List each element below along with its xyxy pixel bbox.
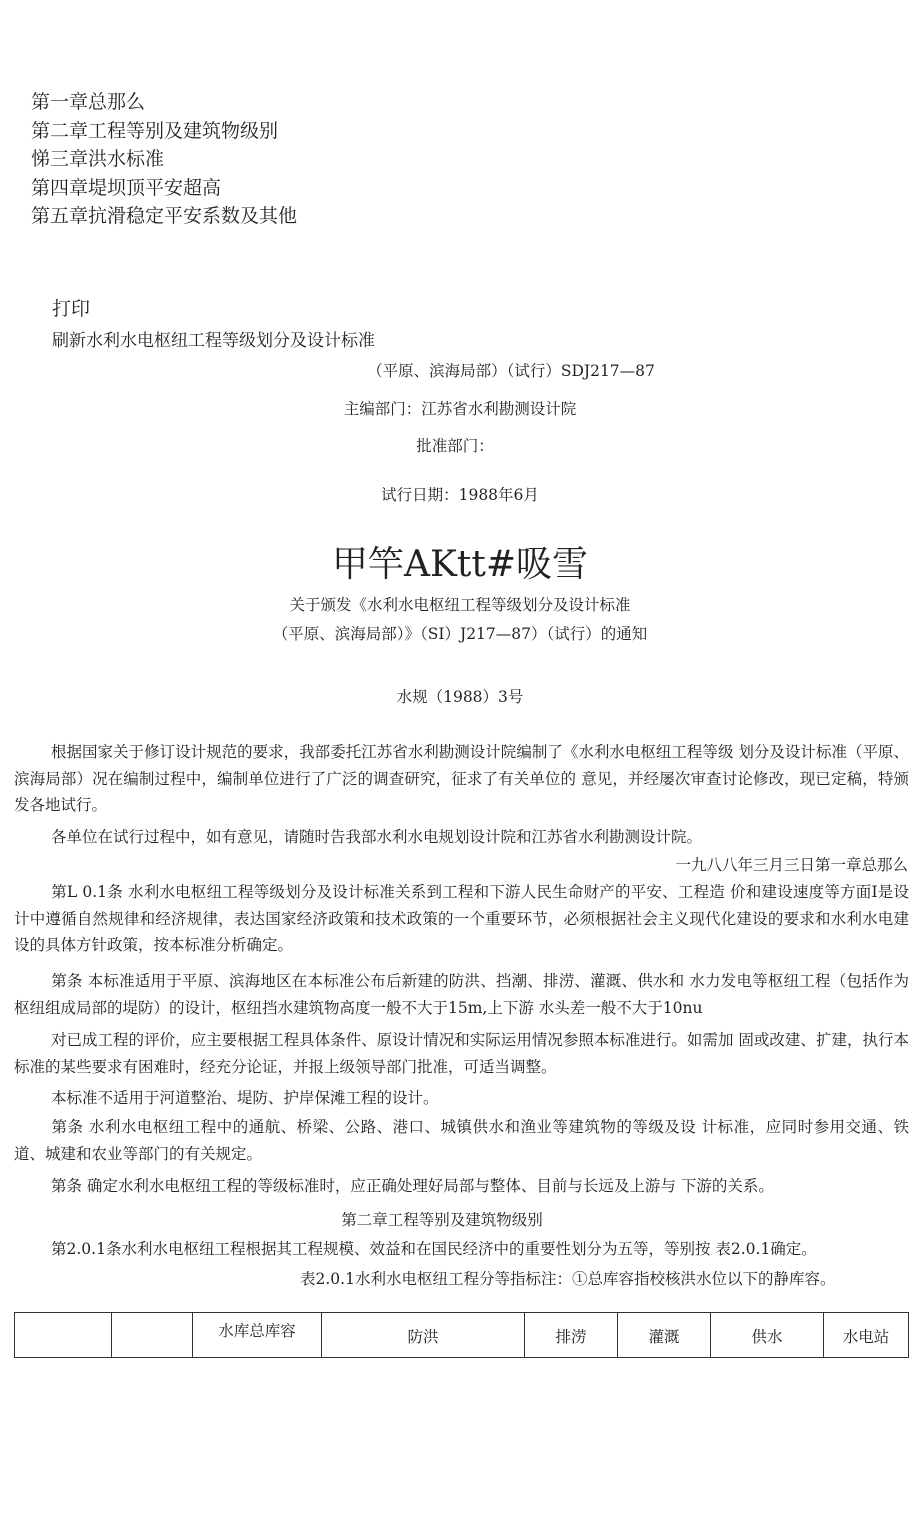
table-of-contents xyxy=(31,88,297,231)
table-caption: 表2.0.1水利水电枢纽工程分等指标注：①总库容指校核洪水位以下的静库容。 xyxy=(300,1270,836,1288)
toc-item[interactable]: 悌三章洪水标准 xyxy=(31,148,165,170)
toc-item[interactable]: 第四章堤坝顶平安超高 xyxy=(31,176,222,199)
paragraph: 本标准不适用于河道整治、堤防、护岸保滩工程的设计。 xyxy=(51,1089,439,1107)
table-header-cell: 水库总库容 xyxy=(193,1313,322,1358)
approver-line: 批准部门： xyxy=(416,437,494,455)
table-header-cell: 排涝 xyxy=(525,1313,618,1358)
article-other-standards: 第条 水利水电枢纽工程中的通航、桥梁、公路、港口、城镇供水和渔业等建筑物的等级及设 计标准，应同时参用交通、铁道、城建和农业等部门的有关规定。 xyxy=(14,1118,909,1163)
table-header-cell xyxy=(112,1313,193,1358)
standard-subtitle: （平原、滨海局部）（试行）SDJ217—87 xyxy=(367,362,655,380)
trial-date: 试行日期：1988年6月 xyxy=(381,486,539,504)
document-number: 水规（1988）3号 xyxy=(396,688,524,706)
article-2-0-1: 第2.0.1条水利水电枢纽工程根据其工程规模、效益和在国民经济中的重要性划分为五等，等别按 表2.0.1确定。 xyxy=(51,1240,817,1258)
refresh-title[interactable]: 刷新水利水电枢纽工程等级划分及设计标准 xyxy=(52,331,375,351)
editor-line: 主编部门：江苏省水利勘测设计院 xyxy=(343,400,577,418)
notice-line-1: 关于颁发《水利水电枢纽工程等级划分及设计标准 xyxy=(289,596,631,614)
paragraph: 各单位在试行过程中，如有意见，请随时告我部水利水电规划设计院和江苏省水利勘测设计院。 xyxy=(51,828,703,846)
notice-line-2: （平原、滨海局部）》（SI）J217—87）（试行）的通知 xyxy=(272,625,648,643)
toc-item[interactable]: 第二章工程等别及建筑物级别 xyxy=(31,119,279,142)
paragraph: 根据国家关于修订设计规范的要求，我部委托江苏省水利勘测设计院编制了《水利水电枢纽工程等级 划分及设计标准（平原、滨海局部）况在编制过程中，编制单位进行了广泛的调查研究，征求了有关单位的 意见，并经屡次审查讨论修改，现已定稿，特颁发各地试行。 xyxy=(14,743,909,814)
article-1-0-1: 第L 0.1条 水利水电枢纽工程等级划分及设计标准关系到工程和下游人民生命财产的平安、工程造 价和建设速度等方面I是设计中遵循自然规律和经济规律，表达国家经济政策和技术政策的一个重要环节，必须根据社会主义现代化建设的要求和水利水电建设的具体方针政策，按本标准分析确定。 xyxy=(14,883,909,954)
paragraph: 对已成工程的评价，应主要根据工程具体条件、原设计情况和实际运用情况参照本标准进行。如需加 固或改建、扩建，执行本标准的某些要求有困难时，经充分论证，并报上级领导部门批准，可适当调整。 xyxy=(14,1031,909,1076)
classification-table xyxy=(14,1312,909,1358)
table-header-cell xyxy=(15,1313,112,1358)
table-header-cell: 灌溉 xyxy=(618,1313,711,1358)
table-header-cell: 水电站 xyxy=(824,1313,909,1358)
ministry-title: 甲竿AKtt#吸雪 xyxy=(332,544,588,585)
toc-item[interactable]: 第五章抗滑稳定平安系数及其他 xyxy=(31,205,298,227)
chapter-2-heading: 第二章工程等别及建筑物级别 xyxy=(341,1211,543,1229)
print-link[interactable]: 打印 xyxy=(52,298,91,320)
article-scope: 第条 本标准适用于平原、滨海地区在本标准公布后新建的防洪、挡潮、排涝、灌溉、供水和 水力发电等枢纽工程（包括作为枢纽组成局部的堤防）的设计，枢纽挡水建筑物高度一般不大于15m,上下游 水头差一般不大于10nu xyxy=(14,972,909,1017)
table-header-cell: 防洪 xyxy=(322,1313,525,1358)
toc-item[interactable]: 第一章总那么 xyxy=(31,91,146,113)
date-line: 一九八八年三月三日第一章总那么 xyxy=(675,856,908,874)
table-header-cell: 供水 xyxy=(711,1313,824,1358)
article-relations: 第条 确定水利水电枢纽工程的等级标准时，应正确处理好局部与整体、目前与长远及上游与 下游的关系。 xyxy=(51,1177,774,1195)
